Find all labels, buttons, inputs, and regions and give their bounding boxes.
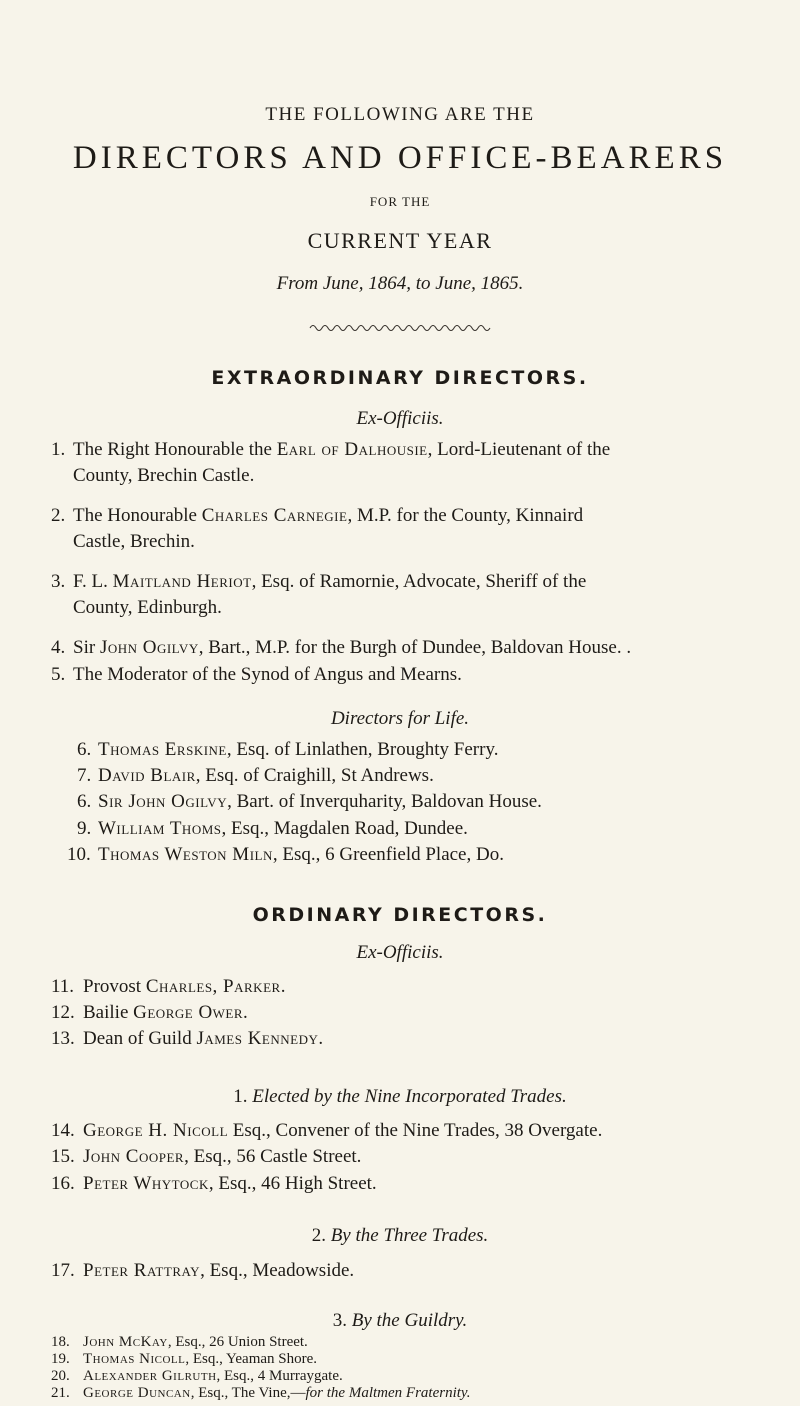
item-prefix: The Honourable xyxy=(73,505,202,526)
person-name: James Kennedy xyxy=(196,1028,319,1049)
person-name: John McKay xyxy=(83,1334,168,1350)
item-number: 9. xyxy=(77,818,92,839)
person-name: Thomas Erskine xyxy=(98,739,227,760)
heading-for-the: FOR THE xyxy=(369,194,431,209)
item-number: 19. xyxy=(51,1351,70,1367)
item-detail: , Lord-Lieutenant of the xyxy=(427,439,611,460)
item-number: 21. xyxy=(51,1385,70,1401)
item-text xyxy=(98,736,498,763)
person-name: Thomas Nicoll xyxy=(83,1351,186,1367)
item-text xyxy=(83,1143,361,1170)
section-title-ordinary: ORDINARY DIRECTORS. xyxy=(252,904,548,926)
section-title-extraordinary: EXTRAORDINARY DIRECTORS. xyxy=(211,367,589,389)
item-detail: , Esq., The Vine,— xyxy=(190,1385,306,1401)
item-number: 6. xyxy=(77,791,92,812)
item-detail: . xyxy=(318,1028,324,1049)
item-text xyxy=(73,568,586,595)
person-name: Thomas Weston Miln xyxy=(98,844,273,865)
item-prefix: Dean of Guild xyxy=(83,1028,197,1049)
item-number: 11. xyxy=(51,976,75,997)
person-name: John Ogilvy xyxy=(99,637,199,658)
ex-officiis-label-1: Ex-Officiis. xyxy=(356,408,444,429)
item-number: 15. xyxy=(51,1146,75,1167)
group-heading-guildry: 3. By the Guildry. xyxy=(332,1310,468,1331)
item-detail: , Esq., 6 Greenfield Place, Do. xyxy=(272,844,504,865)
item-detail: , Bart., M.P. for the Burgh of Dundee, Baldovan House. . xyxy=(198,637,632,658)
item-detail: , Esq., 46 High Street. xyxy=(208,1173,377,1194)
group-heading-three-trades: 2. By the Three Trades. xyxy=(311,1225,489,1246)
item-number: 14. xyxy=(51,1120,75,1141)
item-detail: , Esq., 56 Castle Street. xyxy=(184,1146,362,1167)
item-detail: , Esq., Yeaman Shore. xyxy=(185,1351,318,1367)
item-text xyxy=(83,999,248,1026)
item-detail: , Esq. of Ramornie, Advocate, Sheriff of the xyxy=(251,571,587,592)
item-text xyxy=(83,1368,343,1385)
heading-line-1: THE FOLLOWING ARE THE xyxy=(265,104,535,125)
item-detail: . xyxy=(243,1002,248,1023)
person-name: Sir John Ogilvy xyxy=(98,791,228,812)
item-detail: . xyxy=(280,976,286,997)
item-text xyxy=(83,973,285,1000)
ex-officiis-label-2: Ex-Officiis. xyxy=(356,942,444,963)
item-text xyxy=(83,1117,602,1144)
item-prefix: Bailie xyxy=(83,1002,134,1023)
person-name: Peter Rattray xyxy=(83,1260,201,1281)
item-number: 18. xyxy=(51,1334,70,1350)
item-text xyxy=(98,815,468,842)
item-number: 4. xyxy=(51,637,66,658)
item-text xyxy=(83,1257,354,1284)
item-number: 16. xyxy=(51,1173,75,1194)
item-number: 2. xyxy=(51,505,66,526)
item-detail: , Esq., Meadowside. xyxy=(200,1260,355,1281)
item-number: 5. xyxy=(51,664,66,685)
item-prefix: The Right Honourable the xyxy=(73,439,277,460)
person-name: David Blair xyxy=(98,765,196,786)
item-number: 10. xyxy=(67,844,91,865)
wavy-divider xyxy=(0,320,800,334)
item-text xyxy=(98,841,504,868)
person-name: William Thoms xyxy=(98,818,222,839)
person-name: Maitland Heriot xyxy=(112,571,252,592)
person-name: Peter Whytock xyxy=(83,1173,209,1194)
item-continuation: County, Edinburgh. xyxy=(73,597,222,618)
person-name: Charles Carnegie xyxy=(201,505,348,526)
item-continuation: Castle, Brechin. xyxy=(73,531,195,552)
item-prefix: The Moderator of the Synod of Angus and Mearns. xyxy=(73,664,462,685)
item-number: 3. xyxy=(51,571,66,592)
item-text xyxy=(73,634,631,661)
heading-current-year: CURRENT YEAR xyxy=(307,228,493,253)
item-number: 17. xyxy=(51,1260,75,1281)
item-text xyxy=(83,1170,377,1197)
item-prefix: Sir xyxy=(73,637,100,658)
item-number: 1. xyxy=(51,439,66,460)
item-detail: , Bart. of Inverquharity, Baldovan House. xyxy=(227,791,542,812)
item-detail: , Esq. of Craighill, St Andrews. xyxy=(195,765,434,786)
person-name: George Ower xyxy=(133,1002,244,1023)
item-number: 6. xyxy=(77,739,92,760)
person-name: Alexander Gilruth xyxy=(83,1368,217,1384)
item-number: 13. xyxy=(51,1028,75,1049)
item-text xyxy=(98,762,434,789)
item-text xyxy=(83,1351,317,1368)
item-detail: , Esq., Magdalen Road, Dundee. xyxy=(221,818,468,839)
item-text xyxy=(83,1334,308,1351)
item-text xyxy=(83,1025,323,1052)
item-detail: , M.P. for the County, Kinnaird xyxy=(347,505,584,526)
item-detail: Esq., Convener of the Nine Trades, 38 Overgate. xyxy=(228,1120,603,1141)
item-prefix: Provost xyxy=(83,976,146,997)
item-note: for the Maltmen Fraternity. xyxy=(305,1385,471,1401)
item-detail: , Esq. of Linlathen, Broughty Ferry. xyxy=(226,739,499,760)
item-continuation: County, Brechin Castle. xyxy=(73,465,255,486)
item-text xyxy=(98,788,542,815)
person-name: George Duncan xyxy=(83,1385,191,1401)
heading-period: From June, 1864, to June, 1865. xyxy=(276,273,524,294)
heading-main-title: DIRECTORS AND OFFICE-BEARERS xyxy=(72,140,728,176)
item-text xyxy=(73,436,610,463)
person-name: John Cooper xyxy=(83,1146,185,1167)
item-text xyxy=(73,661,462,688)
person-name: Charles, Parker xyxy=(145,976,281,997)
directors-for-life-label: Directors for Life. xyxy=(330,708,470,729)
item-number: 20. xyxy=(51,1368,70,1384)
item-detail: , Esq., 4 Murraygate. xyxy=(216,1368,343,1384)
item-text xyxy=(83,1385,470,1402)
group-heading-nine-trades: 1. Elected by the Nine Incorporated Trades. xyxy=(233,1086,567,1107)
person-name: Earl of Dalhousie xyxy=(276,439,428,460)
item-number: 7. xyxy=(77,765,92,786)
person-name: George H. Nicoll xyxy=(83,1120,229,1141)
item-number: 12. xyxy=(51,1002,75,1023)
item-detail: , Esq., 26 Union Street. xyxy=(167,1334,308,1350)
item-text xyxy=(73,502,583,529)
item-prefix: F. L. xyxy=(73,571,113,592)
